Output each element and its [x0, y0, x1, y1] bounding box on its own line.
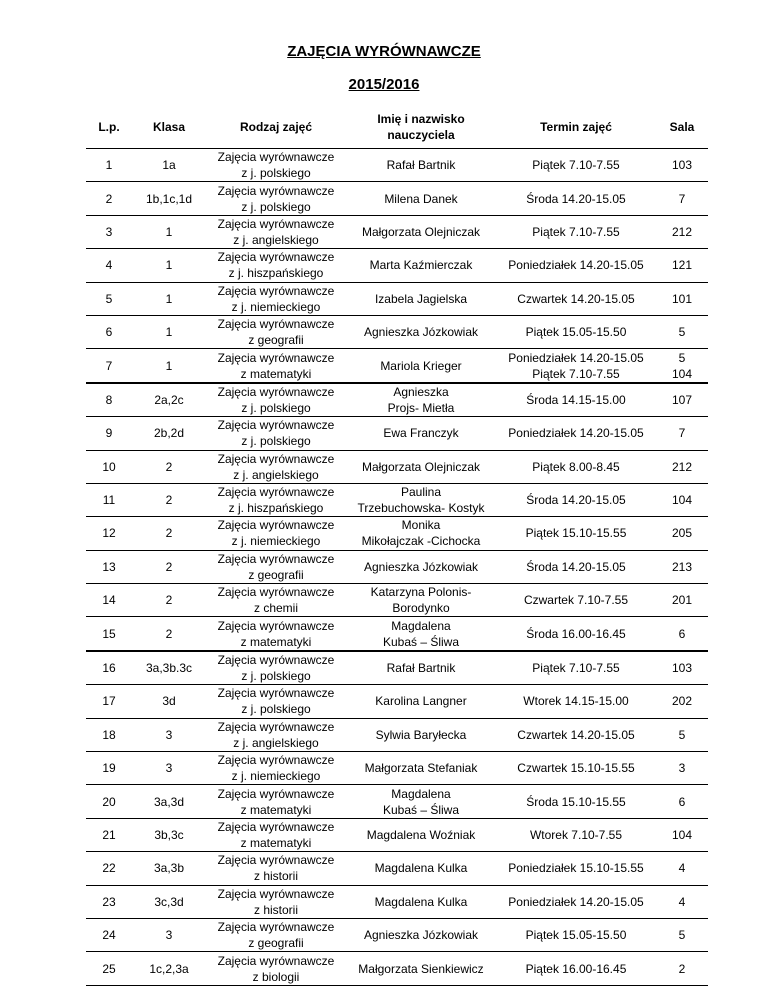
- table-row: [86, 483, 708, 516]
- cell-nauczyciel: Mariola Krieger: [346, 349, 496, 383]
- cell-klasa: 2: [132, 584, 206, 617]
- table-row: [86, 685, 708, 718]
- cell-termin: Poniedziałek 14.20-15.05 Piątek 7.10-7.55: [496, 349, 656, 383]
- cell-rodzaj: Zajęcia wyrównawcze z j. polskiego: [206, 651, 346, 685]
- cell-sala: 4: [656, 885, 708, 918]
- cell-lp: 1: [86, 149, 132, 182]
- cell-termin: Piątek 15.05-15.50: [496, 918, 656, 951]
- cell-klasa: 2: [132, 550, 206, 583]
- cell-rodzaj: Zajęcia wyrównawcze z matematyki: [206, 617, 346, 651]
- cell-termin: Wtorek 7.10-7.55: [496, 818, 656, 851]
- header-rodzaj: Rodzaj zajęć: [206, 106, 346, 149]
- cell-lp: 25: [86, 952, 132, 985]
- cell-lp: 16: [86, 651, 132, 685]
- cell-termin: Czwartek 7.10-7.55: [496, 584, 656, 617]
- cell-nauczyciel: Małgorzata Sienkiewicz: [346, 952, 496, 985]
- cell-nauczyciel: Karolina Langner: [346, 685, 496, 718]
- cell-termin: Piątek 15.05-15.50: [496, 315, 656, 348]
- cell-nauczyciel: Rafał Bartnik: [346, 149, 496, 182]
- cell-lp: 21: [86, 818, 132, 851]
- cell-rodzaj: Zajęcia wyrównawcze z j. polskiego: [206, 417, 346, 450]
- table-row: [86, 852, 708, 885]
- cell-sala: 213: [656, 550, 708, 583]
- table-row: [86, 918, 708, 951]
- cell-klasa: 3a,3b: [132, 852, 206, 885]
- cell-lp: 2: [86, 182, 132, 215]
- table-row: [86, 651, 708, 685]
- cell-klasa: 2: [132, 450, 206, 483]
- cell-rodzaj: Zajęcia wyrównawcze z j. angielskiego: [206, 718, 346, 751]
- cell-termin: Środa 14.20-15.05: [496, 550, 656, 583]
- cell-sala: 101: [656, 282, 708, 315]
- cell-klasa: 3a,3d: [132, 785, 206, 818]
- cell-lp: 19: [86, 752, 132, 785]
- cell-rodzaj: Zajęcia wyrównawcze z geografii: [206, 315, 346, 348]
- cell-termin: Środa 15.10-15.55: [496, 785, 656, 818]
- cell-sala: 103: [656, 149, 708, 182]
- cell-termin: Środa 14.20-15.05: [496, 182, 656, 215]
- cell-sala: 5: [656, 315, 708, 348]
- table-row: [86, 952, 708, 985]
- cell-rodzaj: Zajęcia wyrównawcze z j. polskiego: [206, 149, 346, 182]
- cell-sala: 2: [656, 952, 708, 985]
- cell-nauczyciel: Ewa Franczyk: [346, 417, 496, 450]
- cell-termin: Wtorek 14.15-15.00: [496, 685, 656, 718]
- cell-termin: Czwartek 14.20-15.05: [496, 282, 656, 315]
- cell-lp: 3: [86, 215, 132, 248]
- cell-termin: Poniedziałek 15.10-15.55: [496, 852, 656, 885]
- cell-sala: 212: [656, 450, 708, 483]
- cell-lp: 9: [86, 417, 132, 450]
- cell-termin: Piątek 7.10-7.55: [496, 215, 656, 248]
- cell-rodzaj: Zajęcia wyrównawcze z j. polskiego: [206, 685, 346, 718]
- cell-termin: Poniedziałek 14.20-15.05: [496, 417, 656, 450]
- cell-lp: 23: [86, 885, 132, 918]
- cell-lp: 18: [86, 718, 132, 751]
- cell-rodzaj: Zajęcia wyrównawcze z j. angielskiego: [206, 215, 346, 248]
- table-row: [86, 215, 708, 248]
- cell-termin: Piątek 7.10-7.55: [496, 149, 656, 182]
- table-row: [86, 752, 708, 785]
- cell-rodzaj: Zajęcia wyrównawcze z j. angielskiego: [206, 450, 346, 483]
- cell-nauczyciel: Agnieszka Józkowiak: [346, 918, 496, 951]
- cell-klasa: 2: [132, 617, 206, 651]
- cell-nauczyciel: Marta Kaźmierczak: [346, 249, 496, 282]
- cell-rodzaj: Zajęcia wyrównawcze z biologii: [206, 952, 346, 985]
- cell-rodzaj: Zajęcia wyrównawcze z j. niemieckiego: [206, 282, 346, 315]
- table-row: [86, 249, 708, 282]
- school-year: 2015/2016: [348, 76, 420, 93]
- cell-sala: 7: [656, 417, 708, 450]
- cell-sala: 212: [656, 215, 708, 248]
- schedule-body: [86, 149, 708, 986]
- cell-lp: 22: [86, 852, 132, 885]
- cell-rodzaj: Zajęcia wyrównawcze z geografii: [206, 550, 346, 583]
- cell-rodzaj: Zajęcia wyrównawcze z historii: [206, 852, 346, 885]
- table-row: [86, 450, 708, 483]
- cell-klasa: 1c,2,3a: [132, 952, 206, 985]
- cell-nauczyciel: Agnieszka Józkowiak: [346, 315, 496, 348]
- table-row: [86, 315, 708, 348]
- cell-sala: 201: [656, 584, 708, 617]
- table-row: [86, 349, 708, 383]
- cell-nauczyciel: Agnieszka Projs- Mietła: [346, 383, 496, 417]
- cell-lp: 8: [86, 383, 132, 417]
- cell-klasa: 1: [132, 315, 206, 348]
- cell-rodzaj: Zajęcia wyrównawcze z j. niemieckiego: [206, 752, 346, 785]
- document-title: ZAJĘCIA WYRÓWNAWCZE: [287, 43, 481, 60]
- cell-klasa: 3: [132, 752, 206, 785]
- cell-rodzaj: Zajęcia wyrównawcze z matematyki: [206, 785, 346, 818]
- cell-sala: 3: [656, 752, 708, 785]
- table-row: [86, 383, 708, 417]
- cell-nauczyciel: Małgorzata Olejniczak: [346, 215, 496, 248]
- cell-lp: 5: [86, 282, 132, 315]
- cell-nauczyciel: Sylwia Baryłecka: [346, 718, 496, 751]
- cell-lp: 10: [86, 450, 132, 483]
- table-row: [86, 885, 708, 918]
- header-nauczyciel: Imię i nazwisko nauczyciela: [346, 106, 496, 149]
- cell-sala: 6: [656, 785, 708, 818]
- cell-nauczyciel: Magdalena Kubaś – Śliwa: [346, 617, 496, 651]
- cell-sala: 5 104: [656, 349, 708, 383]
- cell-rodzaj: Zajęcia wyrównawcze z historii: [206, 885, 346, 918]
- cell-rodzaj: Zajęcia wyrównawcze z geografii: [206, 918, 346, 951]
- cell-sala: 6: [656, 617, 708, 651]
- cell-rodzaj: Zajęcia wyrównawcze z j. hiszpańskiego: [206, 249, 346, 282]
- cell-klasa: 1: [132, 349, 206, 383]
- cell-lp: 14: [86, 584, 132, 617]
- cell-nauczyciel: Rafał Bartnik: [346, 651, 496, 685]
- table-row: [86, 182, 708, 215]
- table-row: [86, 785, 708, 818]
- cell-sala: 103: [656, 651, 708, 685]
- cell-lp: 12: [86, 517, 132, 550]
- cell-klasa: 3d: [132, 685, 206, 718]
- table-row: [86, 584, 708, 617]
- cell-nauczyciel: Monika Mikołajczak -Cichocka: [346, 517, 496, 550]
- cell-klasa: 2b,2d: [132, 417, 206, 450]
- cell-nauczyciel: Katarzyna Polonis- Borodynko: [346, 584, 496, 617]
- cell-lp: 13: [86, 550, 132, 583]
- cell-rodzaj: Zajęcia wyrównawcze z matematyki: [206, 349, 346, 383]
- cell-klasa: 1: [132, 249, 206, 282]
- cell-sala: 5: [656, 918, 708, 951]
- cell-lp: 11: [86, 483, 132, 516]
- cell-rodzaj: Zajęcia wyrównawcze z chemii: [206, 584, 346, 617]
- cell-termin: Poniedziałek 14.20-15.05: [496, 885, 656, 918]
- header-termin: Termin zajęć: [496, 106, 656, 149]
- cell-nauczyciel: Agnieszka Józkowiak: [346, 550, 496, 583]
- cell-termin: Środa 14.15-15.00: [496, 383, 656, 417]
- header-lp: L.p.: [86, 106, 132, 149]
- cell-nauczyciel: Magdalena Woźniak: [346, 818, 496, 851]
- cell-termin: Środa 16.00-16.45: [496, 617, 656, 651]
- cell-sala: 5: [656, 718, 708, 751]
- cell-lp: 17: [86, 685, 132, 718]
- cell-termin: Piątek 15.10-15.55: [496, 517, 656, 550]
- cell-nauczyciel: Małgorzata Stefaniak: [346, 752, 496, 785]
- cell-lp: 6: [86, 315, 132, 348]
- cell-nauczyciel: Magdalena Kubaś – Śliwa: [346, 785, 496, 818]
- cell-nauczyciel: Izabela Jagielska: [346, 282, 496, 315]
- cell-klasa: 1: [132, 215, 206, 248]
- cell-nauczyciel: Milena Danek: [346, 182, 496, 215]
- table-row: [86, 550, 708, 583]
- cell-nauczyciel: Paulina Trzebuchowska- Kostyk: [346, 483, 496, 516]
- cell-klasa: 1: [132, 282, 206, 315]
- cell-termin: Czwartek 14.20-15.05: [496, 718, 656, 751]
- cell-sala: 4: [656, 852, 708, 885]
- cell-termin: Poniedziałek 14.20-15.05: [496, 249, 656, 282]
- cell-sala: 121: [656, 249, 708, 282]
- cell-klasa: 1b,1c,1d: [132, 182, 206, 215]
- cell-klasa: 1a: [132, 149, 206, 182]
- cell-klasa: 3c,3d: [132, 885, 206, 918]
- cell-termin: Czwartek 15.10-15.55: [496, 752, 656, 785]
- cell-sala: 104: [656, 483, 708, 516]
- header-sala: Sala: [656, 106, 708, 149]
- table-row: [86, 517, 708, 550]
- cell-lp: 20: [86, 785, 132, 818]
- cell-sala: 202: [656, 685, 708, 718]
- cell-klasa: 2a,2c: [132, 383, 206, 417]
- cell-klasa: 3a,3b.3c: [132, 651, 206, 685]
- cell-klasa: 2: [132, 483, 206, 516]
- cell-rodzaj: Zajęcia wyrównawcze z matematyki: [206, 818, 346, 851]
- schedule-table: [86, 106, 708, 986]
- table-row: [86, 417, 708, 450]
- cell-lp: 15: [86, 617, 132, 651]
- table-row: [86, 718, 708, 751]
- header-klasa: Klasa: [132, 106, 206, 149]
- cell-lp: 7: [86, 349, 132, 383]
- table-row: [86, 617, 708, 651]
- cell-klasa: 3: [132, 718, 206, 751]
- cell-lp: 4: [86, 249, 132, 282]
- cell-klasa: 3b,3c: [132, 818, 206, 851]
- cell-nauczyciel: Magdalena Kulka: [346, 885, 496, 918]
- cell-sala: 205: [656, 517, 708, 550]
- table-row: [86, 149, 708, 182]
- cell-rodzaj: Zajęcia wyrównawcze z j. hiszpańskiego: [206, 483, 346, 516]
- cell-klasa: 2: [132, 517, 206, 550]
- cell-termin: Piątek 16.00-16.45: [496, 952, 656, 985]
- table-row: [86, 818, 708, 851]
- cell-sala: 107: [656, 383, 708, 417]
- cell-termin: Piątek 7.10-7.55: [496, 651, 656, 685]
- cell-sala: 104: [656, 818, 708, 851]
- cell-termin: Środa 14.20-15.05: [496, 483, 656, 516]
- cell-rodzaj: Zajęcia wyrównawcze z j. polskiego: [206, 383, 346, 417]
- cell-termin: Piątek 8.00-8.45: [496, 450, 656, 483]
- cell-nauczyciel: Magdalena Kulka: [346, 852, 496, 885]
- table-row: [86, 282, 708, 315]
- cell-sala: 7: [656, 182, 708, 215]
- cell-rodzaj: Zajęcia wyrównawcze z j. niemieckiego: [206, 517, 346, 550]
- cell-nauczyciel: Małgorzata Olejniczak: [346, 450, 496, 483]
- header-row: [86, 106, 708, 149]
- cell-klasa: 3: [132, 918, 206, 951]
- cell-rodzaj: Zajęcia wyrównawcze z j. polskiego: [206, 182, 346, 215]
- cell-lp: 24: [86, 918, 132, 951]
